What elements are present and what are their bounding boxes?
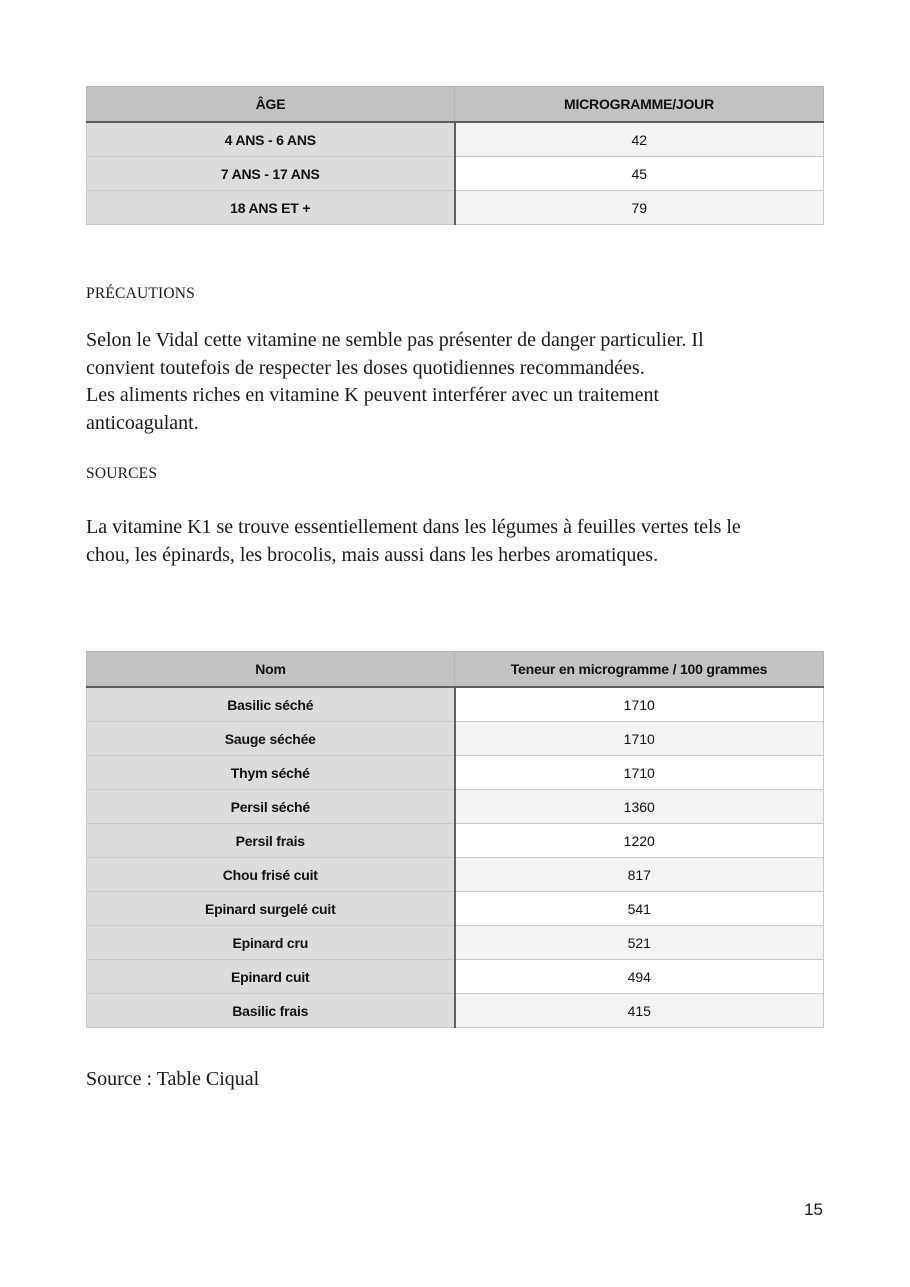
- age-cell: 18 ANS ET +: [87, 191, 455, 225]
- food-name-cell: Sauge séchée: [87, 722, 455, 756]
- table-row: [87, 756, 824, 790]
- table-header-row: [87, 87, 824, 123]
- source-note: [86, 1066, 826, 1094]
- value-cell: 817: [455, 858, 824, 892]
- page-number: 15: [804, 1200, 823, 1219]
- table-row: [87, 191, 824, 225]
- food-name-cell: Epinard cuit: [87, 960, 455, 994]
- age-dosage-table: [86, 86, 824, 225]
- table-row: [87, 687, 824, 722]
- paragraph-line: Les aliments riches en vitamine K peuvent interférer avec un traitement: [86, 384, 660, 406]
- value-cell: 42: [455, 122, 824, 157]
- precautions-paragraph: [86, 327, 826, 437]
- food-name-cell: Persil frais: [87, 824, 455, 858]
- food-name-cell: Basilic séché: [87, 687, 455, 722]
- table-row: [87, 824, 824, 858]
- paragraph-line: anticoagulant.: [86, 411, 199, 434]
- paragraph-line: La vitamine K1 se trouve essentiellement dans les légumes à feuilles vertes tels le: [86, 516, 741, 538]
- value-cell: 45: [455, 157, 824, 191]
- table-row: [87, 926, 824, 960]
- column-header-content: Teneur en microgramme / 100 grammes: [455, 652, 824, 688]
- value-cell: 1710: [455, 722, 824, 756]
- food-name-cell: Chou frisé cuit: [87, 858, 455, 892]
- value-cell: 1220: [455, 824, 824, 858]
- value-cell: 1710: [455, 687, 824, 722]
- table-row: [87, 994, 824, 1028]
- age-cell: 4 ANS - 6 ANS: [87, 122, 455, 157]
- value-cell: 521: [455, 926, 824, 960]
- value-cell: 494: [455, 960, 824, 994]
- table-row: [87, 157, 824, 191]
- sources-paragraph: [86, 514, 826, 569]
- table-row: [87, 722, 824, 756]
- table-header-row: [87, 652, 824, 688]
- paragraph-line: chou, les épinards, les brocolis, mais aussi dans les herbes aromatiques.: [86, 543, 659, 566]
- precautions-heading: PRÉCAUTIONS: [86, 285, 195, 302]
- sources-heading: SOURCES: [86, 465, 158, 482]
- paragraph-line: Selon le Vidal cette vitamine ne semble pas présenter de danger particulier. Il: [86, 329, 704, 351]
- food-name-cell: Epinard cru: [87, 926, 455, 960]
- value-cell: 79: [455, 191, 824, 225]
- age-cell: 7 ANS - 17 ANS: [87, 157, 455, 191]
- food-name-cell: Basilic frais: [87, 994, 455, 1028]
- source-note-text: Source : Table Ciqual: [86, 1068, 260, 1090]
- table-row: [87, 858, 824, 892]
- column-header-age: ÂGE: [87, 87, 455, 123]
- food-content-table: [86, 651, 824, 1028]
- table-row: [87, 122, 824, 157]
- value-cell: 541: [455, 892, 824, 926]
- value-cell: 1360: [455, 790, 824, 824]
- paragraph-line: convient toutefois de respecter les doses quotidiennes recommandées.: [86, 356, 645, 379]
- value-cell: 415: [455, 994, 824, 1028]
- food-name-cell: Thym séché: [87, 756, 455, 790]
- table-row: [87, 790, 824, 824]
- food-name-cell: Persil séché: [87, 790, 455, 824]
- table-row: [87, 892, 824, 926]
- table-row: [87, 960, 824, 994]
- food-name-cell: Epinard surgelé cuit: [87, 892, 455, 926]
- column-header-name: Nom: [87, 652, 455, 688]
- value-cell: 1710: [455, 756, 824, 790]
- column-header-microgram-per-day: MICROGRAMME/JOUR: [455, 87, 824, 123]
